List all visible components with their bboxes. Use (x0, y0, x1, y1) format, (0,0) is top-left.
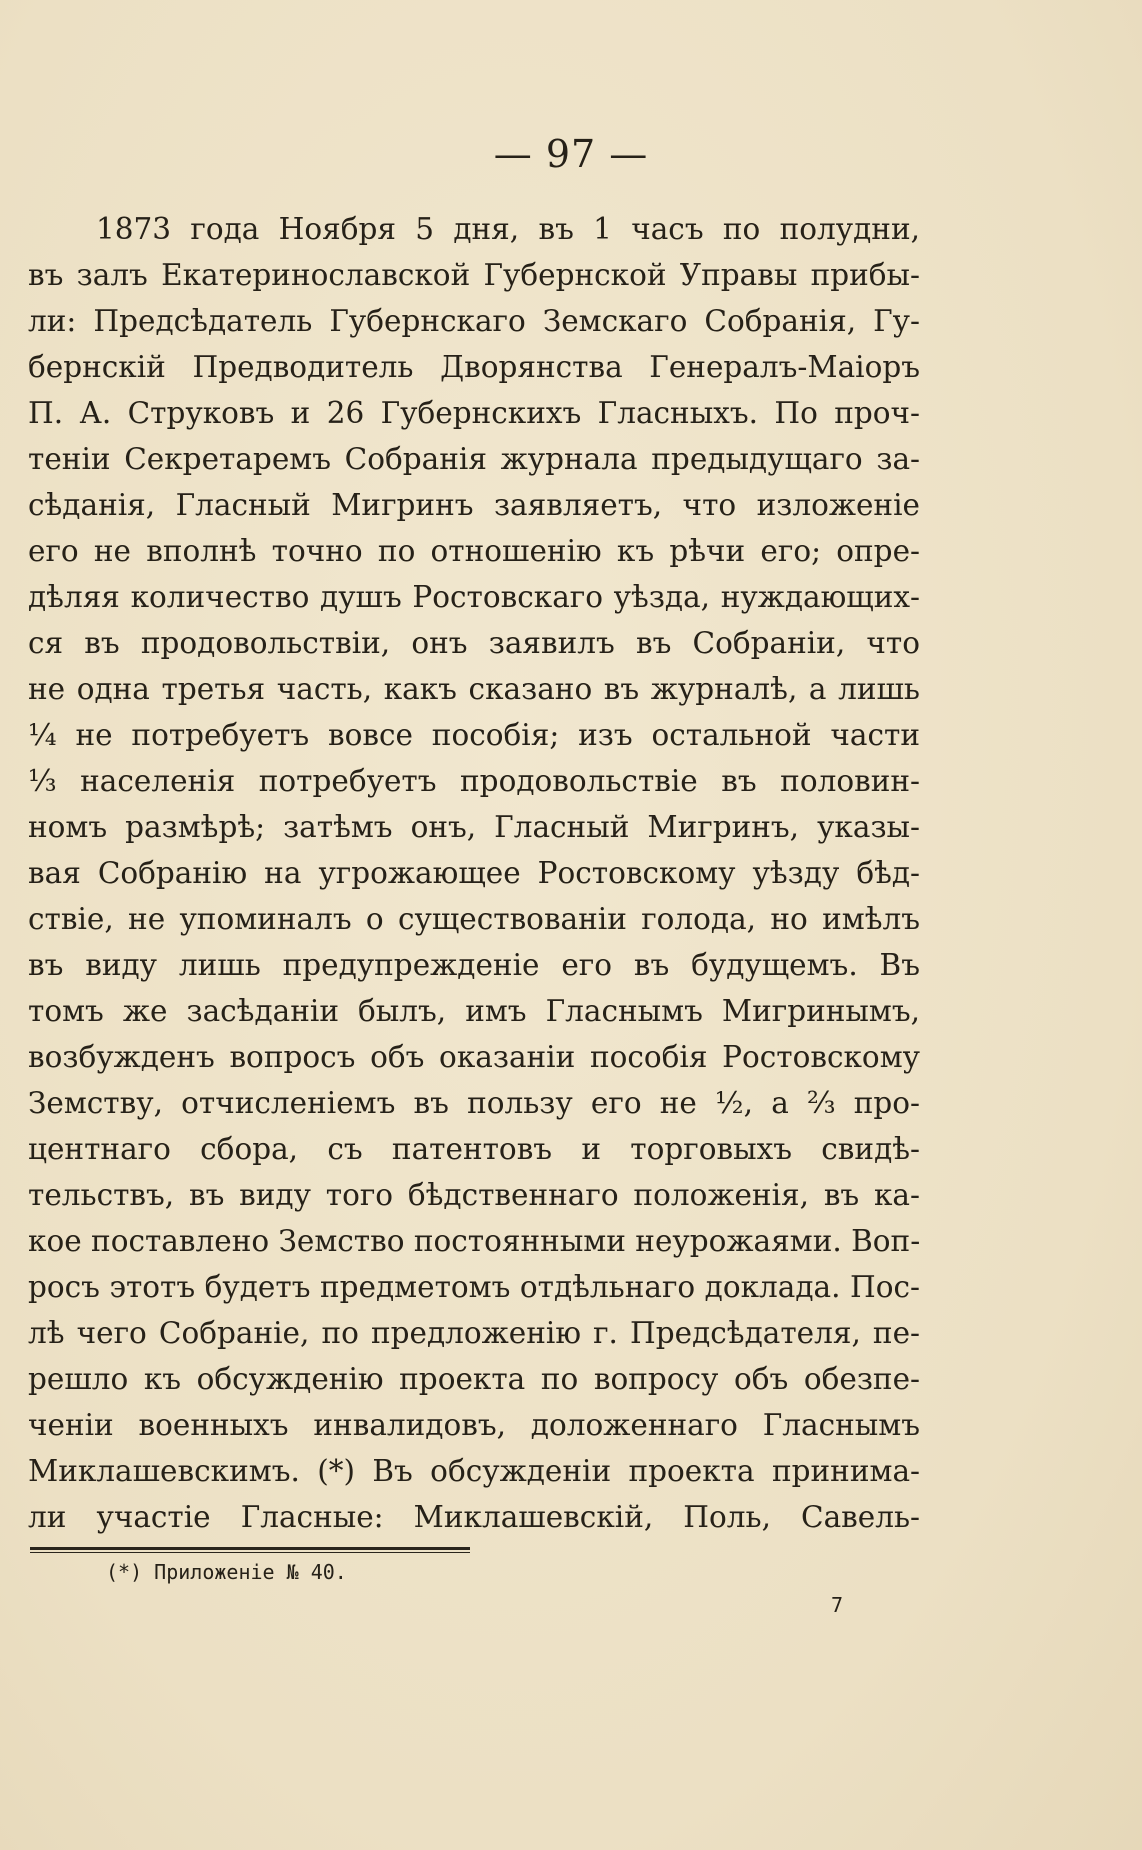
text-line: бернскій Предводитель Дворянства Генералъ-Маіоръ (28, 350, 920, 384)
text-line: ли: Предсѣдатель Губернскаго Земскаго Собранія, Гу- (28, 304, 920, 338)
text-line: возбужденъ вопросъ объ оказаніи пособія Ростовскому (28, 1040, 920, 1074)
text-line: сѣданія, Гласный Мигринъ заявляетъ, что изложеніе (28, 488, 920, 522)
text-line: теніи Секретаремъ Собранія журнала предыдущаго за- (28, 442, 920, 476)
text-line: въ залъ Екатеринославской Губернской Управы прибы- (28, 258, 920, 292)
text-line: ствіе, не упоминалъ о существованіи голода, но имѣлъ (28, 902, 920, 936)
text-line: ся въ продовольствіи, онъ заявилъ въ Собраніи, что (28, 626, 920, 660)
signature-mark: 7 (831, 1593, 844, 1617)
body-text (28, 206, 920, 1540)
text-line: ченіи военныхъ инвалидовъ, доложеннаго Гласнымъ (28, 1408, 920, 1442)
text-line: его не вполнѣ точно по отношенію къ рѣчи его; опре- (28, 534, 920, 568)
text-line: ⅓ населенія потребуетъ продовольствіе въ половин- (28, 764, 920, 798)
text-line: номъ размѣрѣ; затѣмъ онъ, Гласный Мигринъ, указы- (28, 810, 920, 844)
text-line: росъ этотъ будетъ предметомъ отдѣльнаго доклада. Пос- (28, 1270, 920, 1304)
text-line: не одна третья часть, какъ сказано въ журналѣ, а лишь (28, 672, 920, 706)
text-line: кое поставлено Земство постоянными неурожаями. Воп- (28, 1224, 920, 1258)
text-line: ¼ не потребуетъ вовсе пособія; изъ остальной части (28, 718, 920, 752)
text-line: ли участіе Гласные: Миклашевскій, Поль, Савель- (28, 1500, 920, 1534)
text-line: тельствъ, въ виду того бѣдственнаго положенія, въ ка- (28, 1178, 920, 1212)
text-line: въ виду лишь предупрежденіе его въ будущемъ. Въ (28, 948, 920, 982)
text-line: дѣляя количество душъ Ростовскаго уѣзда, нуждающих- (28, 580, 920, 614)
text-line: вая Собранію на угрожающее Ростовскому уѣзду бѣд- (28, 856, 920, 890)
text-line: лѣ чего Собраніе, по предложенію г. Предсѣдателя, пе- (28, 1316, 920, 1350)
text-line: 1873 года Ноября 5 дня, въ 1 часъ по полудни, (96, 212, 920, 246)
text-line: Земству, отчисленіемъ въ пользу его не ½, а ⅔ про- (28, 1086, 920, 1120)
text-line: томъ же засѣданіи былъ, имъ Гласнымъ Мигринымъ, (28, 994, 920, 1028)
text-line: решло къ обсужденію проекта по вопросу объ обезпе- (28, 1362, 920, 1396)
page-number: — 97 — (493, 132, 649, 176)
text-line: центнаго сбора, съ патентовъ и торговыхъ свидѣ- (28, 1132, 920, 1166)
text-line: П. А. Струковъ и 26 Губернскихъ Гласныхъ. По проч- (28, 396, 920, 430)
text-line: Миклашевскимъ. (*) Въ обсужденіи проекта принима- (28, 1454, 920, 1488)
footnote: (*) Приложеніе № 40. (106, 1560, 347, 1584)
footnote-divider (30, 1547, 470, 1553)
